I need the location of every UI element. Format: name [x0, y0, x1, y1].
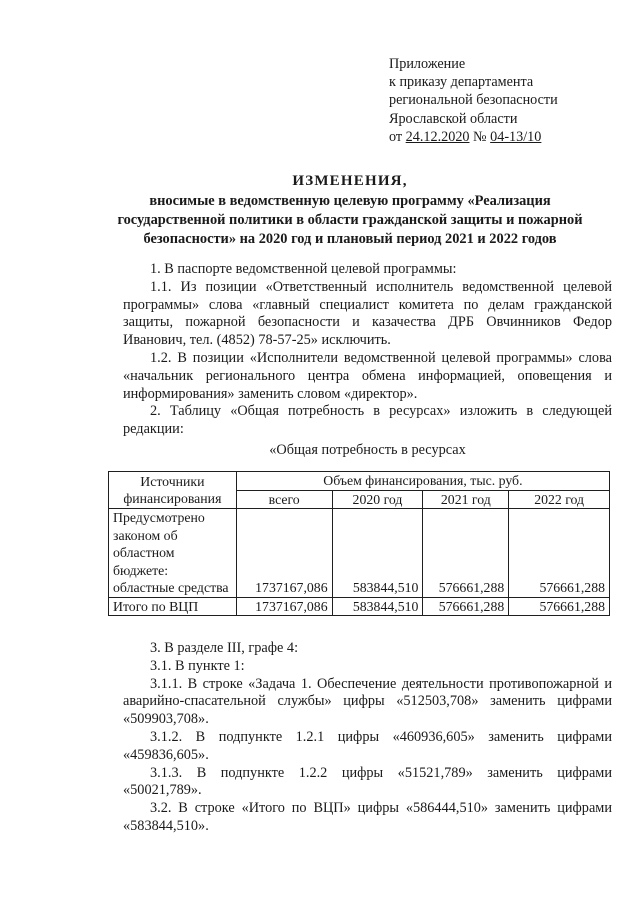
order-date: 24.12.2020 — [405, 128, 470, 145]
cell-source: Предусмотрено законом об областном бюджете: областные средства — [109, 509, 237, 598]
header-2021: 2021 год — [423, 490, 509, 509]
table-row — [109, 597, 610, 616]
header-2020: 2020 год — [332, 490, 423, 509]
paragraph: 3.1.3. В подпункте 1.2.2 цифры «51521,789» заменить цифрами «50021,789». — [123, 764, 612, 799]
cell-2021: 576661,288 — [423, 509, 509, 598]
order-number: 04-13/10 — [490, 128, 542, 145]
appendix-line: к приказу департамента — [389, 74, 534, 91]
appendix-from: от — [389, 128, 406, 145]
cell-total: 1737167,086 — [236, 509, 332, 598]
paragraph: 3.1.2. В подпункте 1.2.1 цифры «460936,605» заменить цифрами «459836,605». — [123, 728, 612, 763]
paragraph: 1. В паспорте ведомственной целевой программы: — [150, 261, 457, 277]
title-line: государственной политики в области гражданской защиты и пожарной — [117, 212, 583, 228]
document-title — [90, 172, 610, 249]
paragraph: 3.1. В пункте 1: — [150, 657, 245, 674]
paragraph: 2. Таблицу «Общая потребность в ресурсах» изложить в следующей редакции: — [123, 403, 612, 438]
appendix-line: региональной безопасности — [389, 92, 558, 109]
paragraph: 3.2. В строке «Итого по ВЦП» цифры «586444,510» заменить цифрами «583844,510». — [123, 800, 612, 834]
paragraph: 3.1.1. В строке «Задача 1. Обеспечение деятельности противопожарной и аварийно-спасательной службы» цифры «512503,708» заменить цифрами «509903,708». — [123, 675, 612, 728]
cell-source: Итого по ВЦП — [109, 597, 237, 616]
cell-2021: 576661,288 — [423, 597, 509, 616]
cell-2022: 576661,288 — [509, 597, 610, 616]
title-line: вносимые в ведомственную целевую программу «Реализация — [149, 193, 551, 209]
appendix-order-line — [389, 128, 619, 146]
title-line: безопасности» на 2020 год и плановый период 2021 и 2022 годов — [143, 231, 557, 247]
table-row — [109, 509, 610, 598]
title-main: ИЗМЕНЕНИЯ, — [292, 173, 408, 189]
paragraph: 1.1. Из позиции «Ответственный исполнитель ведомственной целевой программы» слова «главный специалист комитета по делам гражданской защиты, пожарной безопасности и казачества ДРБ Овчинников Федор Иванович, тел. (4852) 78-57-25» исключить. — [123, 278, 612, 349]
header-source: Источники финансирования — [109, 472, 237, 509]
cell-2022: 576661,288 — [509, 509, 610, 598]
table-header-row — [109, 472, 610, 491]
header-total: всего — [236, 490, 332, 509]
header-2022: 2022 год — [509, 490, 610, 509]
header-volume: Объем финансирования, тыс. руб. — [236, 472, 609, 491]
number-sign: № — [469, 128, 491, 145]
paragraph: 3. В разделе III, графе 4: — [150, 640, 299, 656]
appendix-block — [389, 55, 619, 146]
cell-total: 1737167,086 — [236, 597, 332, 616]
paragraph: 1.2. В позиции «Исполнители ведомственной целевой программы» слова «начальник регионального центра обмена информацией, оповещения и информирования» заменить словом «директор». — [123, 349, 612, 402]
appendix-line: Приложение — [389, 56, 466, 72]
section-3 — [123, 640, 612, 836]
cell-2020: 583844,510 — [332, 509, 423, 598]
appendix-line: Ярославской области — [389, 110, 518, 127]
cell-2020: 583844,510 — [332, 597, 423, 616]
resources-table — [108, 471, 610, 616]
table-caption: «Общая потребность в ресурсах — [269, 442, 466, 458]
section-1 — [123, 261, 612, 439]
